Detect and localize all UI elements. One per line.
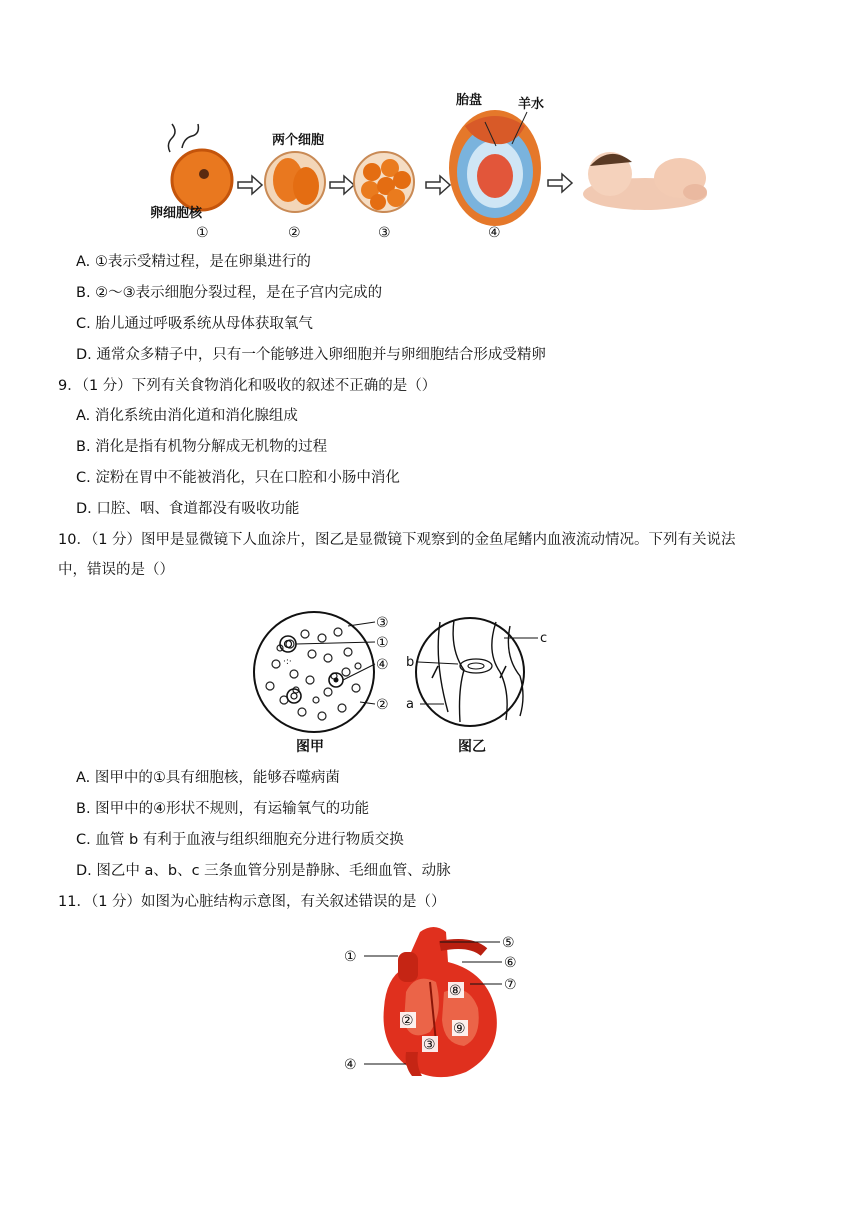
heart-label-7: ⑦ [504, 977, 517, 993]
blood-smear-image [254, 612, 374, 732]
heart-image [384, 927, 497, 1077]
heart-label-6: ⑥ [504, 955, 517, 971]
q11-stem: 11．（1 分）如图为心脏结构示意图，有关叙述错误的是（） [58, 894, 446, 910]
smear-label-4: ④ [376, 657, 389, 673]
q9-option-c: C. 淀粉在胃中不能被消化，只在口腔和小肠中消化 [76, 470, 400, 486]
q8-option-c: C. 胎儿通过呼吸系统从母体获取氧气 [76, 316, 313, 332]
step-2-label: ② [288, 225, 301, 241]
q9-option-a: A. 消化系统由消化道和消化腺组成 [76, 408, 298, 424]
uterus-fetus-image [449, 110, 541, 226]
arrow-icon [238, 176, 262, 194]
step-3-label: ③ [378, 225, 391, 241]
heart-label-9-box [452, 1020, 468, 1037]
q10-stem-line2: 中，错误的是（） [58, 562, 174, 578]
q10-stem-line1: 10．（1 分）图甲是显微镜下人血涂片，图乙是显微镜下观察到的金鱼尾鳍内血液流动情况。下列有关说法 [58, 532, 736, 548]
amniotic-fluid-label: 羊水 [518, 97, 545, 112]
q8-option-a: A. ①表示受精过程，是在卵巢进行的 [76, 254, 311, 270]
heart-label-9: ⑨ [453, 1021, 466, 1037]
egg-nucleus-label: 卵细胞核 [150, 206, 203, 221]
fertilization-development-figure [140, 82, 720, 242]
heart-label-1: ① [344, 949, 357, 965]
smear-label-3: ③ [376, 615, 389, 631]
heart-label-3-box [422, 1036, 438, 1053]
figure-yi-caption: 图乙 [458, 739, 486, 755]
q10-option-a: A. 图甲中的①具有细胞核，能够吞噬病菌 [76, 770, 340, 786]
heart-label-2: ② [401, 1013, 414, 1029]
two-cell-image [265, 152, 325, 212]
q10-option-d: D. 图乙中 a、b、c 三条血管分别是静脉、毛细血管、动脉 [76, 863, 451, 879]
q9-option-d: D. 口腔、咽、食道都没有吸收功能 [76, 501, 300, 517]
svg-text:·:·: ·:· [283, 657, 292, 667]
placenta-label: 胎盘 [456, 93, 483, 108]
heart-label-4: ④ [344, 1057, 357, 1073]
heart-structure-figure [340, 922, 530, 1082]
q10-option-b: B. 图甲中的④形状不规则，有运输氧气的功能 [76, 801, 370, 817]
smear-label-1: ① [376, 635, 389, 651]
two-cells-label: 两个细胞 [272, 133, 325, 148]
arrow-icon [330, 176, 354, 194]
egg-cell-image [168, 124, 232, 210]
vessel-label-c: c [540, 631, 548, 646]
q8-option-b: B. ②～③表示细胞分裂过程，是在子宫内完成的 [76, 285, 383, 301]
blood-microscope-figure [250, 608, 560, 760]
heart-label-5: ⑤ [502, 935, 515, 951]
q8-option-d: D. 通常众多精子中，只有一个能够进入卵细胞并与卵细胞结合形成受精卵 [76, 347, 546, 363]
heart-label-8-box [448, 982, 464, 999]
heart-label-8: ⑧ [449, 983, 462, 999]
q9-option-b: B. 消化是指有机物分解成无机物的过程 [76, 439, 328, 455]
newborn-baby-image [583, 152, 707, 210]
vessel-label-b: b [406, 655, 415, 670]
figure-jia-caption: 图甲 [296, 739, 324, 755]
arrow-icon [426, 176, 450, 194]
morula-image [354, 152, 414, 212]
step-4-label: ④ [488, 225, 501, 241]
smear-label-2: ② [376, 697, 389, 713]
heart-label-3: ③ [423, 1037, 436, 1053]
tail-fin-vessels-image [416, 618, 524, 726]
q10-option-c: C. 血管 b 有利于血液与组织细胞充分进行物质交换 [76, 832, 404, 848]
heart-label-2-box [400, 1012, 416, 1029]
vessel-label-a: a [406, 697, 414, 712]
arrow-icon [548, 174, 572, 192]
step-1-label: ① [196, 225, 209, 241]
q9-stem: 9．（1 分）下列有关食物消化和吸收的叙述不正确的是（） [58, 378, 437, 394]
